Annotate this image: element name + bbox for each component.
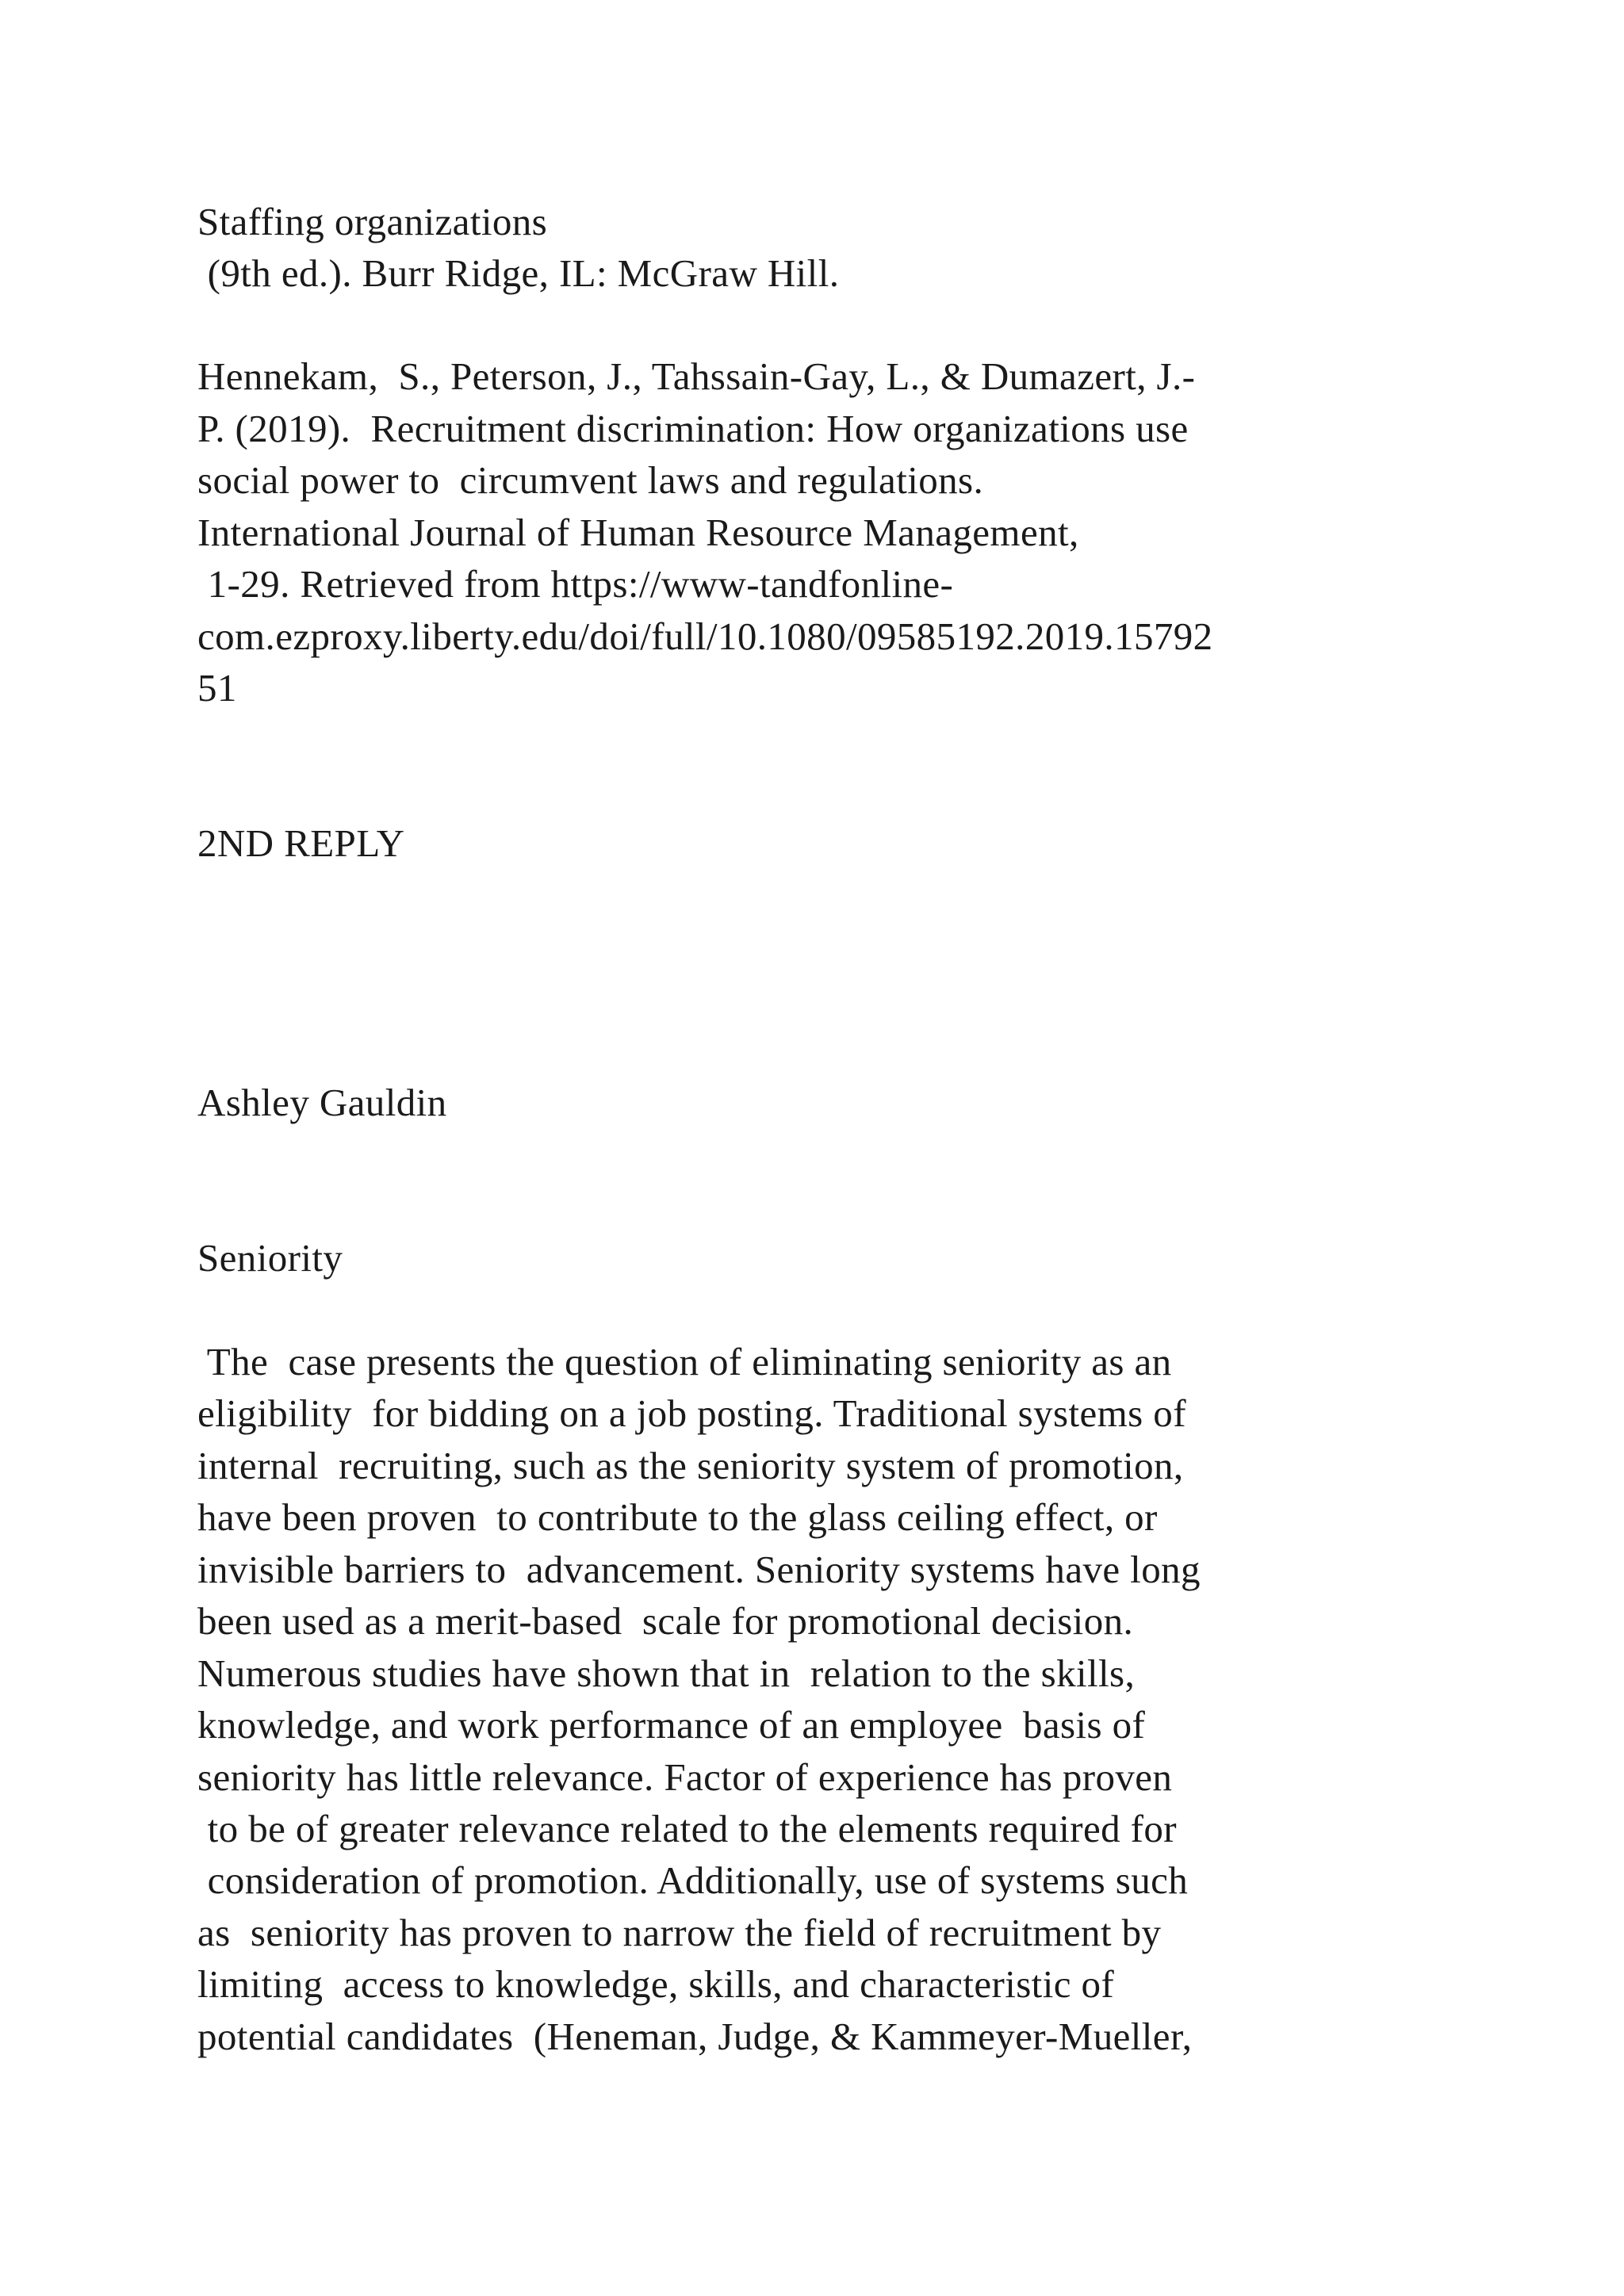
body-text-line: to be of greater relevance related to the elements required for [197,1807,1177,1850]
reference-title-line: Staffing organizations [197,200,548,243]
reference-title-line: P. (2019). Recruitment discrimination: How organizations use [197,407,1189,450]
body-text-line: The case presents the question of eliminating seniority as an [197,1340,1172,1383]
section-heading: 2ND REPLY [197,821,405,865]
body-text-line: seniority has little relevance. Factor of experience has proven [197,1755,1173,1799]
body-text-line: as seniority has proven to narrow the field of recruitment by [197,1911,1162,1954]
body-text-line: eligibility for bidding on a job posting. Traditional systems of [197,1391,1186,1435]
reference-retrieval-line: 1-29. Retrieved from https://www-tandfonline- [197,562,954,606]
reference-authors-line: Hennekam, S., Peterson, J., Tahssain-Gay, L., & Dumazert, J.- [197,354,1196,398]
body-text-line: invisible barriers to advancement. Seniority systems have long [197,1548,1201,1591]
body-text-line: been used as a merit-based scale for promotional decision. [197,1599,1134,1643]
body-text-line: internal recruiting, such as the seniority system of promotion, [197,1444,1184,1487]
body-text-line: potential candidates (Heneman, Judge, & Kammeyer-Mueller, [197,2015,1193,2058]
body-text-line: limiting access to knowledge, skills, and characteristic of [197,1962,1115,2006]
body-text-line: Numerous studies have shown that in relation to the skills, [197,1651,1136,1695]
topic-heading: Seniority [197,1236,343,1280]
author-name: Ashley Gauldin [197,1081,447,1124]
body-text-line: knowledge, and work performance of an employee basis of [197,1703,1146,1747]
reference-url-line: com.ezproxy.liberty.edu/doi/full/10.1080/09585192.2019.15792 [197,614,1213,658]
reference-title-line: social power to circumvent laws and regulations. [197,458,984,502]
body-text-line: have been proven to contribute to the glass ceiling effect, or [197,1495,1158,1539]
reference-publisher-line: (9th ed.). Burr Ridge, IL: McGraw Hill. [197,251,840,295]
reference-journal-line: International Journal of Human Resource Management, [197,511,1079,554]
body-text-line: consideration of promotion. Additionally, use of systems such [197,1858,1189,1902]
reference-url-line: 51 [197,666,237,710]
